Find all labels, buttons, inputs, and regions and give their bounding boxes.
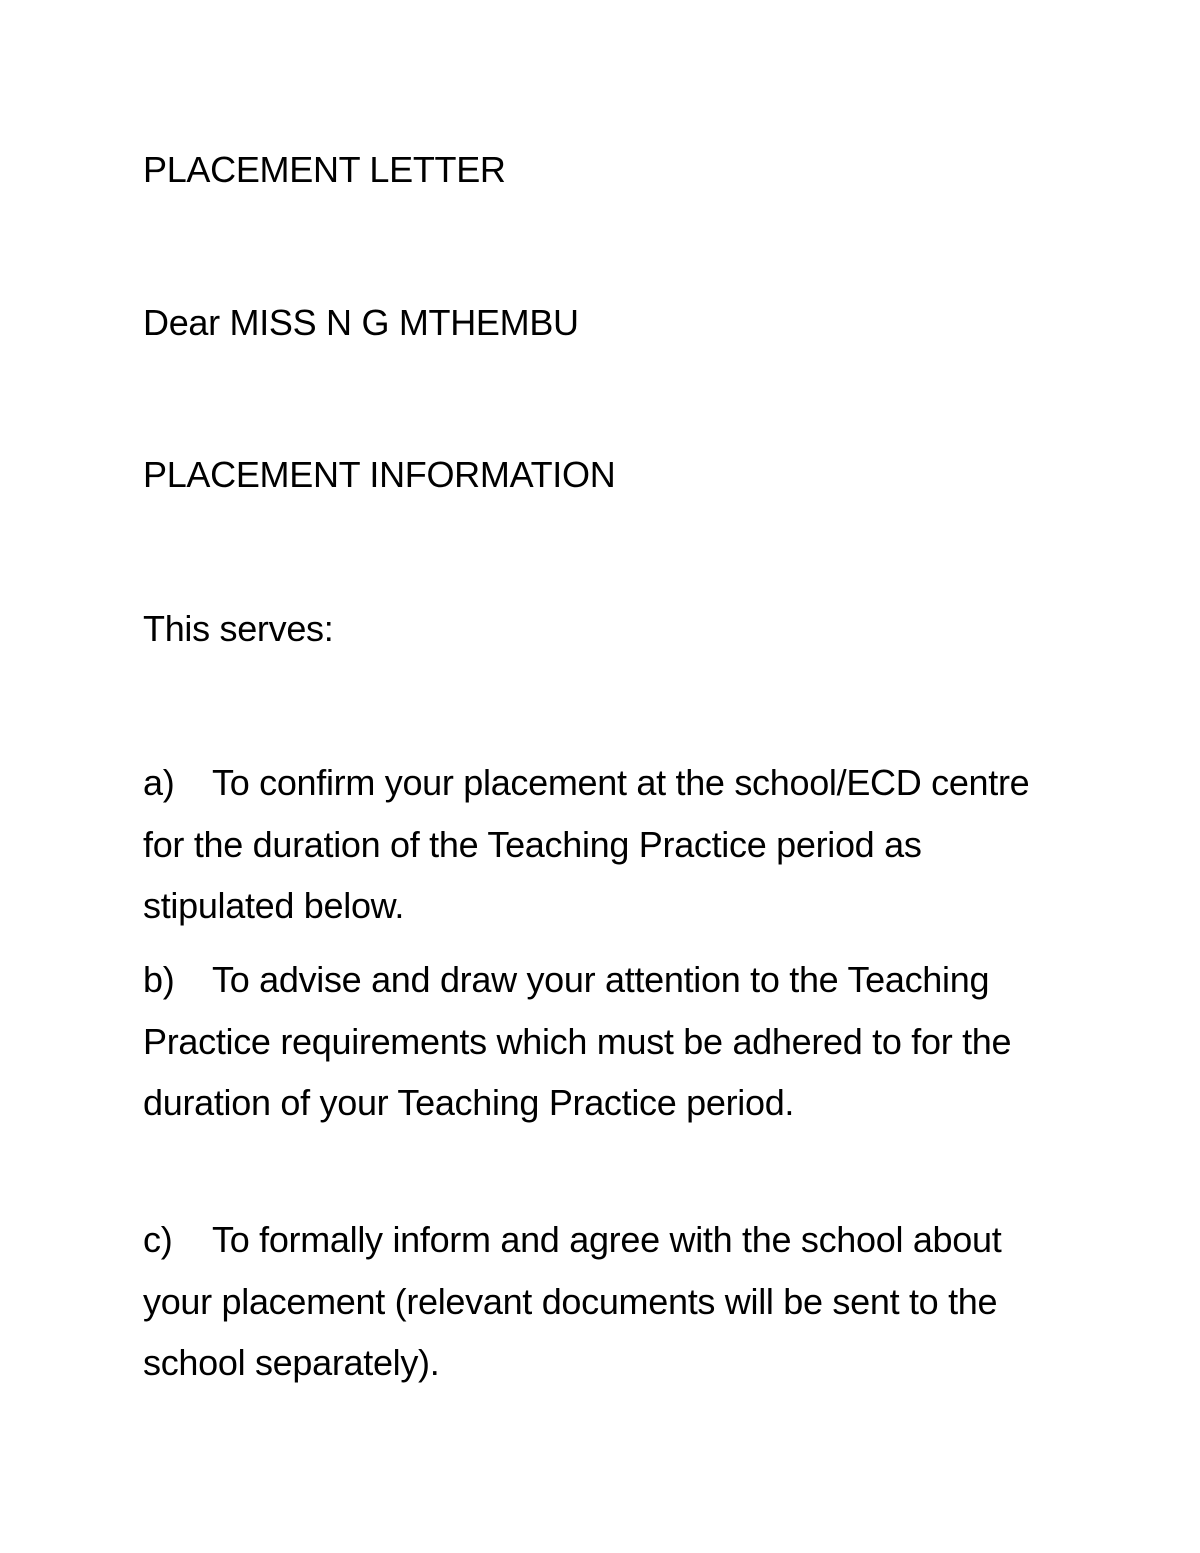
list-item-text: To formally inform and agree with the school about your placement (relevant documents will be sent to the school separately). [143, 1219, 1002, 1383]
section-heading: PLACEMENT INFORMATION [143, 454, 616, 495]
list-item [143, 752, 1073, 937]
list-marker: a) [143, 762, 175, 803]
salutation: Dear MISS N G MTHEMBU [143, 302, 579, 343]
list-marker: c) [143, 1219, 173, 1260]
list-marker: b) [143, 959, 175, 1000]
list-item [143, 949, 1073, 1134]
list-item-text: To confirm your placement at the school/ECD centre for the duration of the Teaching Practice period as stipulated below. [143, 762, 1030, 926]
list-item [143, 1209, 1073, 1394]
intro-text: This serves: [143, 608, 334, 649]
letter-title: PLACEMENT LETTER [143, 149, 506, 190]
list-item-text: To advise and draw your attention to the Teaching Practice requirements which must be adhered to for the duration of your Teaching Practice period. [143, 959, 1012, 1123]
